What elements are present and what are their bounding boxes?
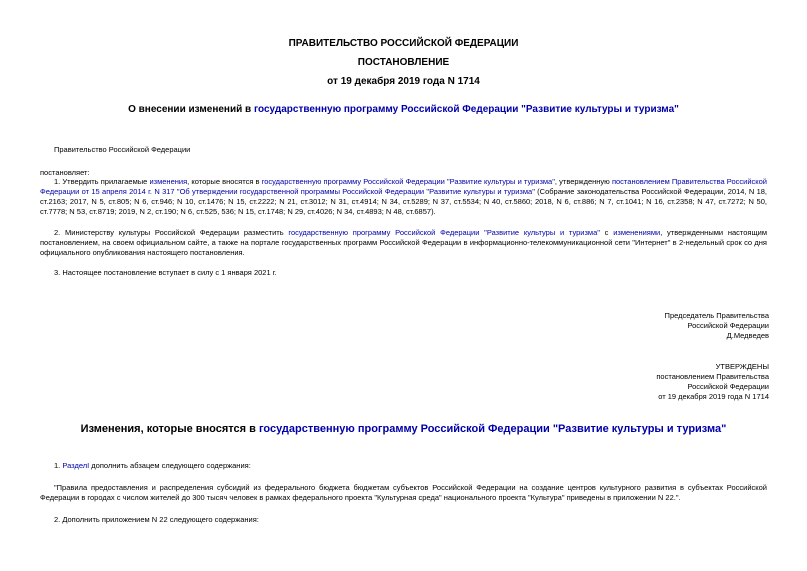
- change-item-2: 2. Дополнить приложением N 22 следующего содержания:: [54, 515, 259, 524]
- change-item-1: 1. РазделI дополнить абзацем следующего содержания:: [54, 461, 251, 470]
- paragraph-1: 1. Утвердить прилагаемые изменения, которые вносятся в государственную программу Российской Федерации "Развитие культуры и туризма", утвержденную постановлением Правительства Российской Федерации от 15 апреля 2014 г. N 317 "Об утверждении государственной программы Российской Федерации "Развитие культуры и туризма" (Собрание законодательства Российской Федерации, 2014, N 18, ст.2163; 2017, N 5, ст.805; N 6, ст.946; N 10, ст.1476; N 15, ст.2222; N 21, ст.3012; N 31, ст.4914; N 34, ст.5289; N 37, ст.5534; N 40, ст.5860; 2018, N 6, ст.886; N 7, ст.1041; N 16, ст.2358; N 47, ст.7272; N 50, ст.7778; N 53, ст.8719; 2019, N 2, ст.190; N 6, ст.525, 536; N 15, ст.1748; N 29, ст.4026; N 34, ст.4893; N 48, ст.6857).: [40, 177, 767, 216]
- doc-type-heading: ПОСТАНОВЛЕНИЕ: [357, 57, 450, 68]
- doc-date-heading: от 19 декабря 2019 года N 1714: [327, 76, 480, 87]
- program-link[interactable]: государственную программу Российской Федерации "Развитие культуры и туризма": [261, 177, 555, 186]
- change-quote: "Правила предоставления и распределения субсидий из федерального бюджета бюджетам субъектов Российской Федерации на создание центров культурного развития в субъектах Российской Федерации в городах с числом жителей до 300 тысяч человек в рамках федерального проекта "Культурная среда" национального проекта "Культура" приведены в приложении N 22.".: [40, 483, 767, 502]
- paragraph-3: 3. Настоящее постановление вступает в силу с 1 января 2021 г.: [54, 268, 277, 277]
- changes-title-program-link[interactable]: государственную программу Российской Федерации "Развитие культуры и туризма": [258, 423, 727, 435]
- preamble-text: Правительство Российской Федерации: [54, 145, 191, 154]
- decree-317-link[interactable]: постановлением Правительства Российской Федерации от 15 апреля 2014 г. N 317 "Об утверждении государственной программы Российской Федерации "Развитие культуры и туризма": [40, 177, 767, 196]
- resolves-text: постановляет:: [40, 168, 90, 177]
- changes-title: Изменения, которые вносятся в государственную программу Российской Федерации "Развитие культуры и туризма": [80, 423, 727, 435]
- changes-link[interactable]: изменения: [149, 177, 188, 186]
- section-i-link[interactable]: РазделI: [62, 461, 90, 470]
- paragraph-2: 2. Министерству культуры Российской Федерации разместить государственную программу Российской Федерации "Развитие культуры и туризма" с изменениями, утвержденными настоящим постановлением, на своем официальном сайте, а также на портале государственных программ Российской Федерации в информационно-телекоммуникационной сети "Интернет" в 2-недельный срок со дня официального опубликования настоящего постановления.: [40, 228, 767, 257]
- signature-block: Председатель Правительства Российской Федерации Д.Медведев: [664, 311, 769, 340]
- changes-link-2[interactable]: изменениями: [613, 228, 661, 237]
- program-link-2[interactable]: государственную программу Российской Федерации "Развитие культуры и туризма": [288, 228, 600, 237]
- document-title: О внесении изменений в государственную программу Российской Федерации "Развитие культуры и туризма": [128, 104, 679, 115]
- issuer-heading: ПРАВИТЕЛЬСТВО РОССИЙСКОЙ ФЕДЕРАЦИИ: [288, 38, 519, 49]
- title-program-link[interactable]: государственную программу Российской Федерации "Развитие культуры и туризма": [253, 104, 679, 115]
- approval-block: УТВЕРЖДЕНЫ постановлением Правительства Российской Федерации от 19 декабря 2019 года N 1714: [656, 362, 769, 401]
